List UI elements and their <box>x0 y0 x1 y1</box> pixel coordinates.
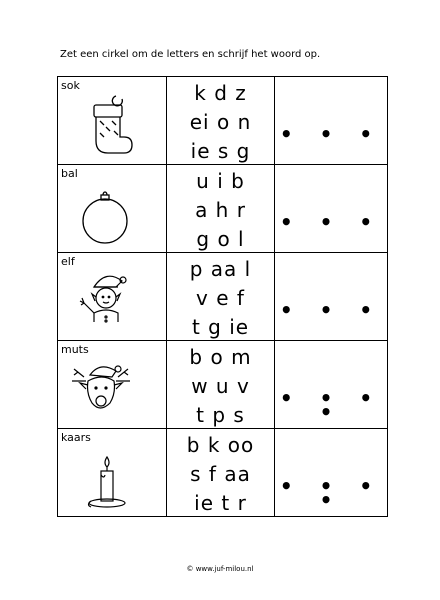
answer-cell[interactable] <box>275 77 388 165</box>
letter-row[interactable]: t g ie <box>191 315 250 339</box>
answer-dots: • • • <box>279 298 383 322</box>
answer-cell[interactable] <box>275 165 388 253</box>
letter-row[interactable]: s f aa <box>190 462 251 486</box>
table-row <box>58 77 388 165</box>
letter-row[interactable]: ie s g <box>190 139 251 163</box>
word-label: kaars <box>61 431 91 444</box>
picture-cell <box>58 341 167 429</box>
word-label: muts <box>61 343 89 356</box>
reindeer-icon <box>66 355 146 425</box>
letter-row[interactable]: g o l <box>196 227 245 251</box>
letter-row[interactable]: a h r <box>195 198 246 222</box>
letter-row[interactable]: p aa l <box>189 257 252 281</box>
bauble-icon <box>72 179 142 249</box>
letter-row[interactable]: k d z <box>194 81 247 105</box>
letter-row[interactable]: t p s <box>196 403 245 427</box>
letter-row[interactable]: b o m <box>189 345 252 369</box>
letter-row[interactable]: ie t r <box>194 491 247 515</box>
answer-dots: • • • <box>279 122 383 146</box>
picture-cell <box>58 77 167 165</box>
letters-cell <box>167 429 275 517</box>
table-row <box>58 341 388 429</box>
answer-cell[interactable] <box>275 341 388 429</box>
instruction-text: Zet een cirkel om de letters en schrijf het woord op. <box>60 49 321 60</box>
candle-icon <box>72 443 142 513</box>
table-row <box>58 165 388 253</box>
letters-cell <box>167 165 275 253</box>
worksheet-table <box>57 76 388 517</box>
letter-row[interactable]: u i b <box>196 169 245 193</box>
letters-cell <box>167 341 275 429</box>
letter-row[interactable]: ei o n <box>189 110 252 134</box>
picture-cell <box>58 165 167 253</box>
stocking-icon <box>72 91 142 161</box>
elf-icon <box>72 267 142 337</box>
letters-cell <box>167 77 275 165</box>
word-label: bal <box>61 167 78 180</box>
letters-cell <box>167 253 275 341</box>
answer-dots: • • • <box>279 210 383 234</box>
picture-cell <box>58 429 167 517</box>
answer-cell[interactable] <box>275 253 388 341</box>
table-row <box>58 429 388 517</box>
picture-cell <box>58 253 167 341</box>
letter-row[interactable]: v e f <box>196 286 245 310</box>
table-row <box>58 253 388 341</box>
answer-dots: • • • • <box>279 474 383 512</box>
letter-row[interactable]: b k oo <box>186 433 255 457</box>
letter-row[interactable]: w u v <box>191 374 250 398</box>
answer-dots: • • • • <box>279 386 383 424</box>
answer-cell[interactable] <box>275 429 388 517</box>
word-label: sok <box>61 79 80 92</box>
footer-credit: © www.juf-milou.nl <box>186 565 254 573</box>
word-label: elf <box>61 255 75 268</box>
